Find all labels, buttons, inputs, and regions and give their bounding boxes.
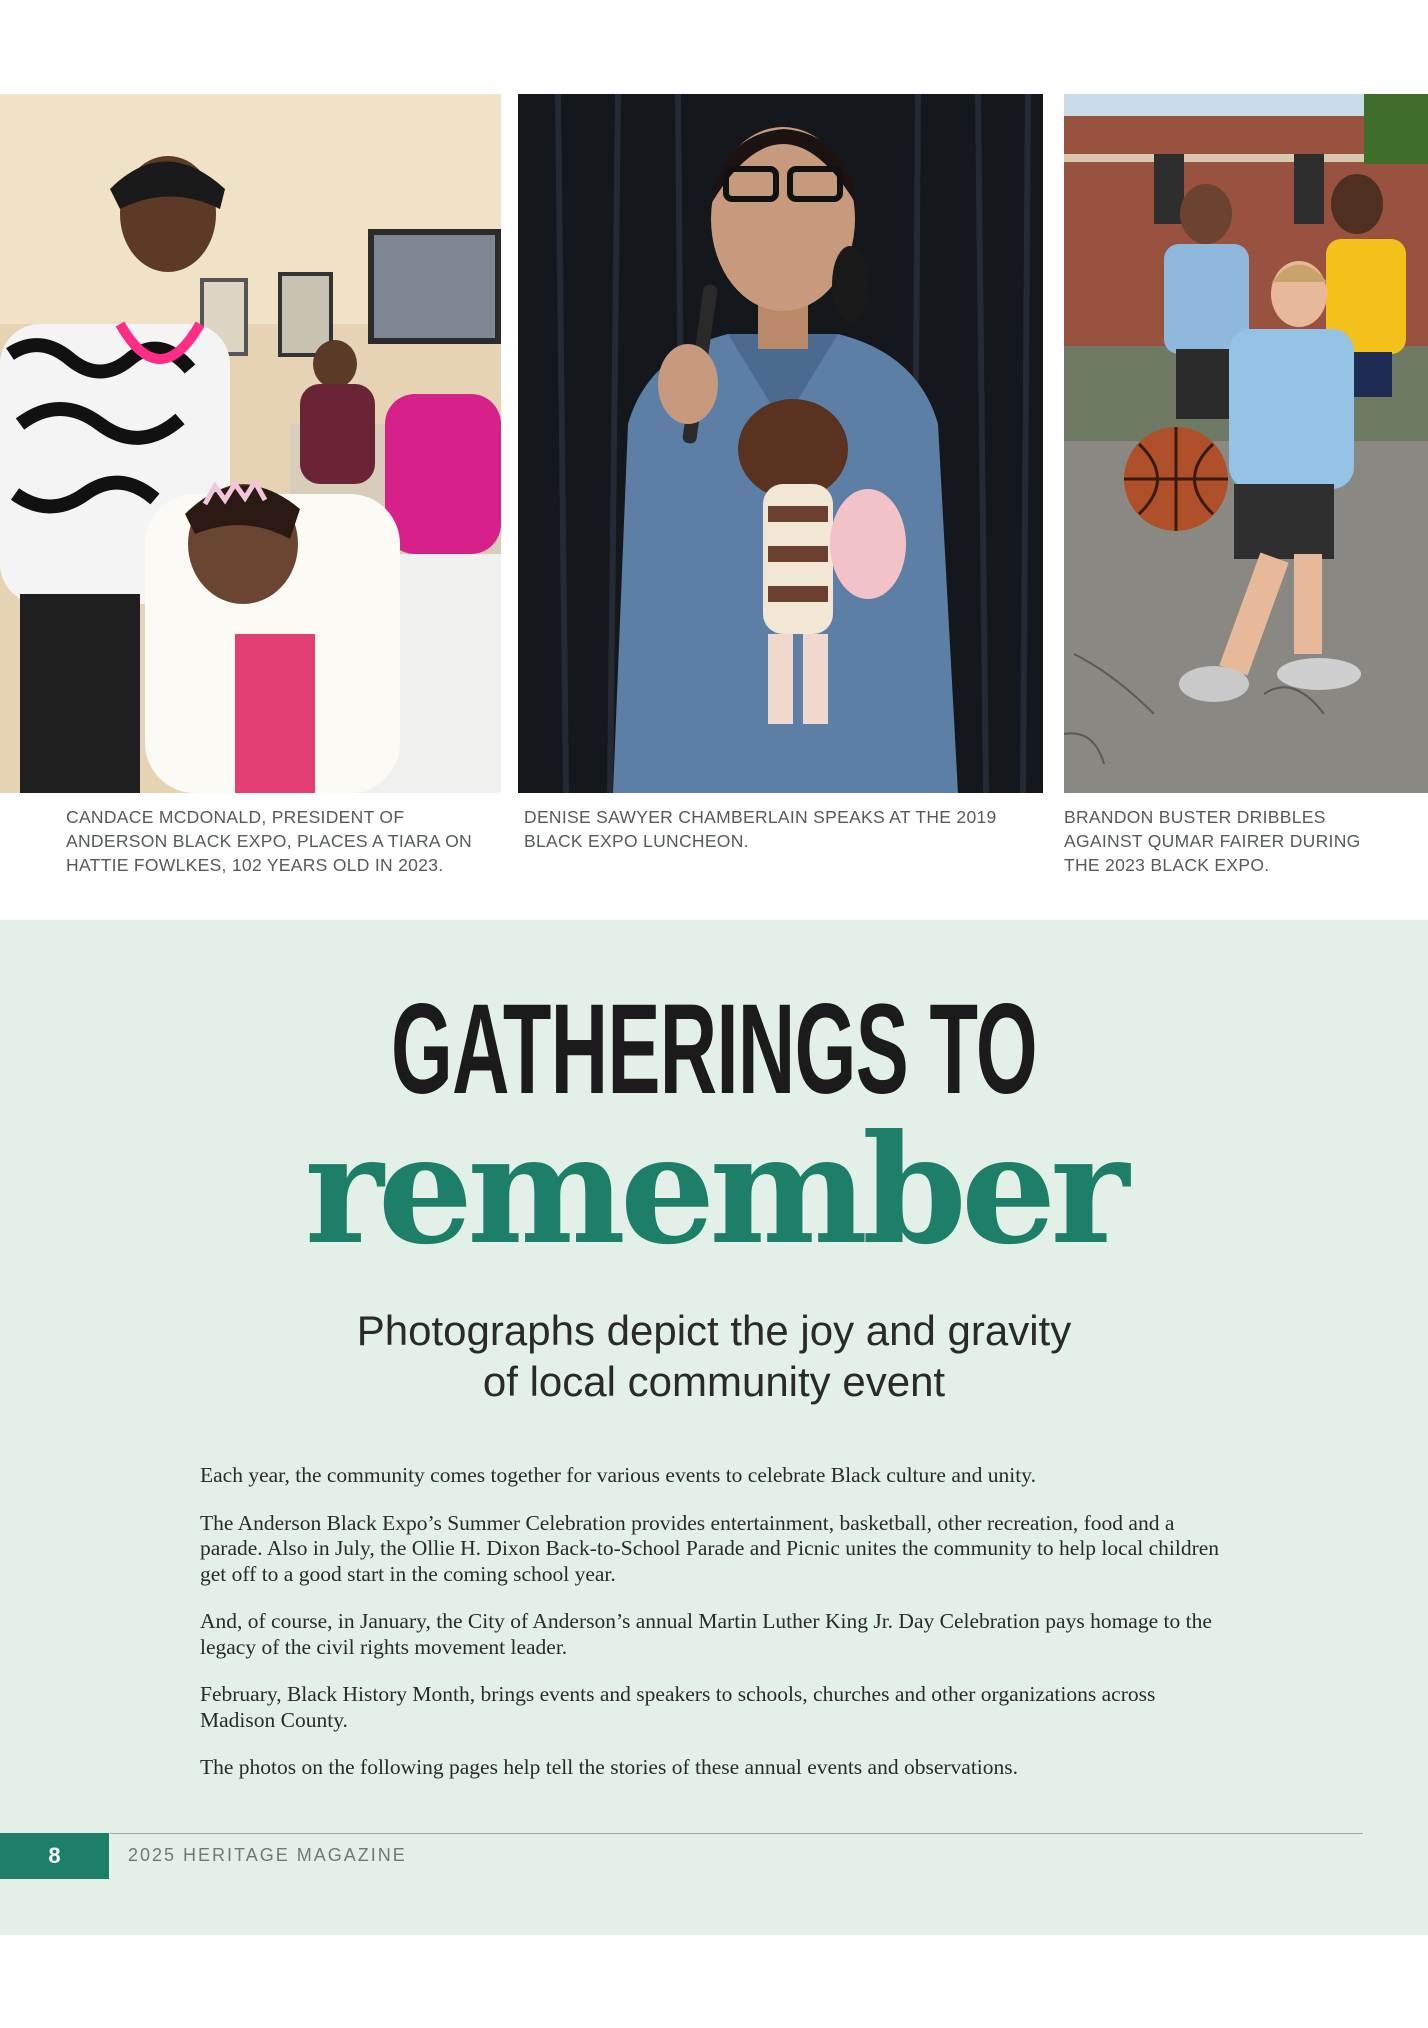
photo-basketball-game <box>1064 94 1428 793</box>
subheadline <box>0 1305 1428 1407</box>
subheadline-line-2: of local community event <box>482 1358 946 1405</box>
magazine-title: 2025 HERITAGE MAGAZINE <box>128 1845 407 1865</box>
photo-tiara-ceremony <box>0 94 501 793</box>
body-paragraph: The photos on the following pages help tell the stories of these annual events and observations. <box>200 1755 1019 1779</box>
article-body <box>200 1463 1230 1803</box>
headline-kicker: GATHERINGS TO <box>391 978 1037 1121</box>
body-paragraph: February, Black History Month, brings events and speakers to schools, churches and other organizations across Madison County. <box>200 1682 1156 1732</box>
photo-caption: CANDACE MCDONALD, PRESIDENT OF ANDERSON BLACK EXPO, PLACES A TIARA ON HATTIE FOWLKES, 102 YEARS OLD IN 2023. <box>66 807 472 875</box>
page-number: 8 <box>0 1833 109 1879</box>
footer-divider <box>110 1833 1363 1834</box>
photo-caption: BRANDON BUSTER DRIBBLES AGAINST QUMAR FAIRER DURING THE 2023 BLACK EXPO. <box>1064 807 1361 875</box>
photo-caption: DENISE SAWYER CHAMBERLAIN SPEAKS AT THE 2019 BLACK EXPO LUNCHEON. <box>524 807 997 851</box>
body-paragraph: Each year, the community comes together for various events to celebrate Black culture and unity. <box>200 1463 1036 1487</box>
body-paragraph: The Anderson Black Expo’s Summer Celebration provides entertainment, basketball, other recreation, food and a parade. Also in July, the Ollie H. Dixon Back-to-School Parade and Picnic unites the community to help local children get off to a good start in the coming school year. <box>200 1510 1220 1586</box>
subheadline-line-1: Photographs depict the joy and gravity <box>356 1307 1072 1354</box>
body-paragraph: And, of course, in January, the City of Anderson’s annual Martin Luther King Jr. Day Celebration pays homage to the legacy of the civil rights movement leader. <box>200 1609 1212 1659</box>
photo-luncheon-speaker <box>518 94 1043 793</box>
headline-main: remember <box>304 1102 1124 1278</box>
